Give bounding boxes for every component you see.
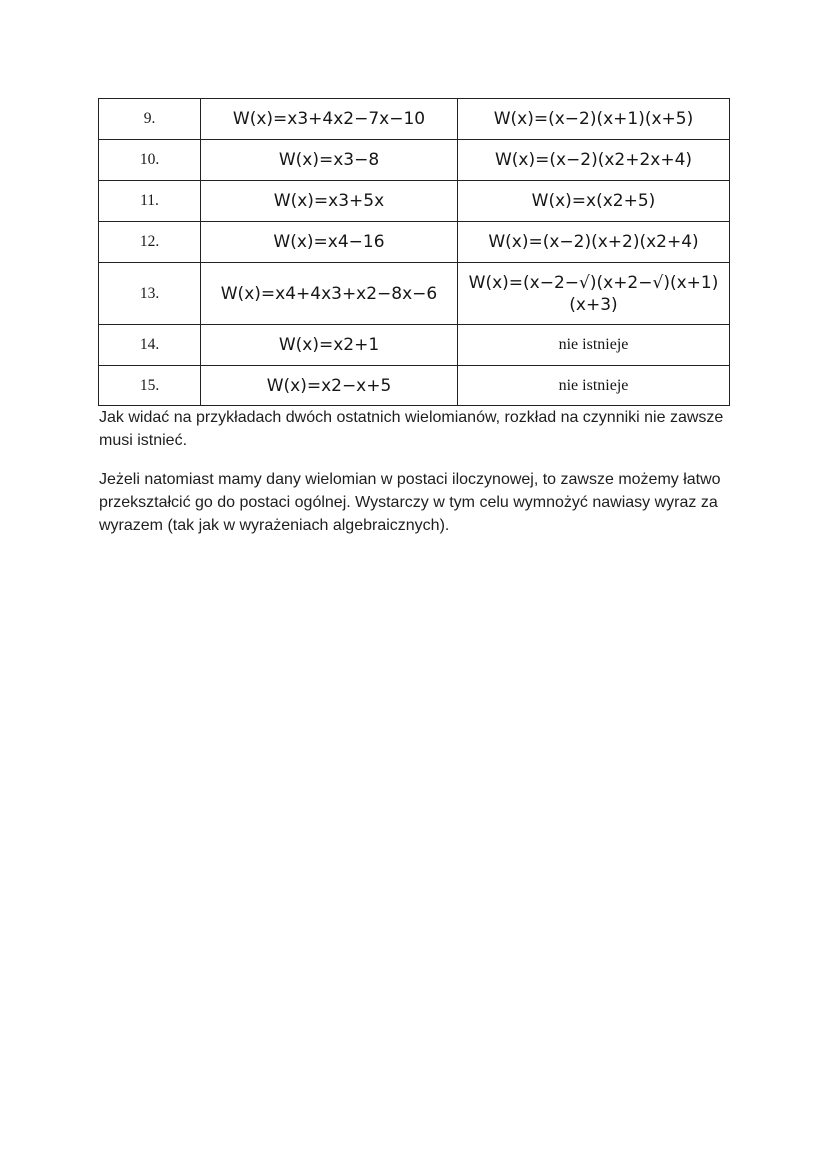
row-number: 12. bbox=[99, 222, 201, 263]
row-number: 13. bbox=[99, 263, 201, 325]
table-row bbox=[99, 222, 730, 263]
table-row bbox=[99, 99, 730, 140]
general-form: W(x)=x3+5x bbox=[201, 181, 458, 222]
row-number: 11. bbox=[99, 181, 201, 222]
factored-form: W(x)=(x−2)(x+2)(x2+4) bbox=[458, 222, 730, 263]
table-row bbox=[99, 263, 730, 325]
table-row bbox=[99, 325, 730, 366]
row-number: 10. bbox=[99, 140, 201, 181]
factored-form: W(x)=(x−2−√)(x+2−√)(x+1)(x+3) bbox=[458, 263, 730, 325]
general-form: W(x)=x3−8 bbox=[201, 140, 458, 181]
general-form: W(x)=x4+4x3+x2−8x−6 bbox=[201, 263, 458, 325]
row-number: 15. bbox=[99, 366, 201, 406]
table-row bbox=[99, 181, 730, 222]
factored-form: W(x)=(x−2)(x2+2x+4) bbox=[458, 140, 730, 181]
polynomial-table bbox=[98, 98, 730, 406]
factored-form: nie istnieje bbox=[458, 366, 730, 406]
row-number: 9. bbox=[99, 99, 201, 140]
paragraph-factorization-note: Jak widać na przykładach dwóch ostatnich wielomianów, rozkład na czynniki nie zawsze musi istnieć. bbox=[99, 409, 724, 449]
general-form: W(x)=x3+4x2−7x−10 bbox=[201, 99, 458, 140]
row-number: 14. bbox=[99, 325, 201, 366]
table-row bbox=[99, 366, 730, 406]
paragraph-expansion-note: Jeżeli natomiast mamy dany wielomian w postaci iloczynowej, to zawsze możemy łatwo przekształcić go do postaci ogólnej. Wystarczy w tym celu wymnożyć nawiasy wyraz za wyrazem (tak jak w wyrażeniach algebraicznych). bbox=[99, 471, 721, 534]
general-form: W(x)=x4−16 bbox=[201, 222, 458, 263]
general-form: W(x)=x2−x+5 bbox=[201, 366, 458, 406]
table-row bbox=[99, 140, 730, 181]
general-form: W(x)=x2+1 bbox=[201, 325, 458, 366]
factored-form: nie istnieje bbox=[458, 325, 730, 366]
factored-form: W(x)=(x−2)(x+1)(x+5) bbox=[458, 99, 730, 140]
factored-form: W(x)=x(x2+5) bbox=[458, 181, 730, 222]
